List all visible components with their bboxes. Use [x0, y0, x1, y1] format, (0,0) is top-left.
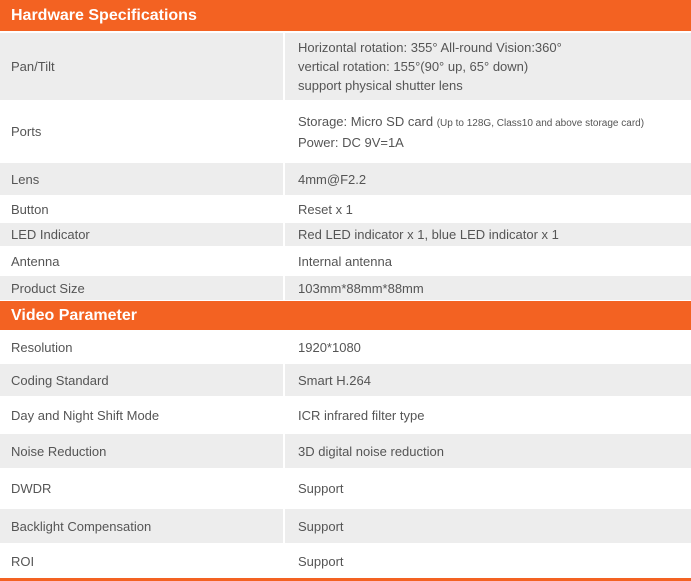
- table-row-lens: [0, 163, 691, 195]
- row-value: 1920*1080: [285, 332, 691, 362]
- row-value: [285, 33, 691, 100]
- table-row-led-indicator: [0, 223, 691, 246]
- row-label: Coding Standard: [0, 364, 283, 396]
- video-section-header: [0, 301, 691, 330]
- row-value: ICR infrared filter type: [285, 398, 691, 432]
- hardware-section-title: Hardware Specifications: [11, 6, 197, 24]
- row-value: Support: [285, 470, 691, 507]
- row-value: Support: [285, 509, 691, 543]
- row-label: Noise Reduction: [0, 434, 283, 468]
- value-line: support physical shutter lens: [298, 78, 463, 93]
- row-value: Reset x 1: [285, 197, 691, 221]
- row-label: ROI: [0, 545, 283, 578]
- row-label: Pan/Tilt: [0, 33, 283, 100]
- row-label: Ports: [0, 102, 283, 161]
- row-label: LED Indicator: [0, 223, 283, 246]
- table-row-backlight-compensation: [0, 509, 691, 543]
- row-label: Lens: [0, 163, 283, 195]
- table-row-button: [0, 197, 691, 221]
- value-line: [298, 112, 691, 133]
- table-row-pan-tilt: [0, 33, 691, 100]
- row-value: Smart H.264: [285, 364, 691, 396]
- table-row-dwdr: [0, 470, 691, 507]
- table-row-roi: [0, 545, 691, 578]
- table-row-coding-standard: [0, 364, 691, 396]
- row-value: 3D digital noise reduction: [285, 434, 691, 468]
- row-label: Antenna: [0, 248, 283, 274]
- table-row-ports: [0, 102, 691, 161]
- hardware-section-header: [0, 0, 691, 31]
- storage-note: (Up to 128G, Class10 and above storage card): [436, 117, 645, 129]
- row-label: Product Size: [0, 276, 283, 300]
- row-value: Support: [285, 545, 691, 578]
- storage-text: Storage: Micro SD card: [298, 113, 437, 129]
- row-value: 103mm*88mm*88mm: [285, 276, 691, 300]
- row-label: Button: [0, 197, 283, 221]
- row-label: Day and Night Shift Mode: [0, 398, 283, 432]
- table-row-resolution: [0, 332, 691, 362]
- video-section-title: Video Parameter: [11, 306, 137, 324]
- row-value: 4mm@F2.2: [285, 163, 691, 195]
- row-label: Backlight Compensation: [0, 509, 283, 543]
- row-label: DWDR: [0, 470, 283, 507]
- row-value: Internal antenna: [285, 248, 691, 274]
- table-row-day-night-mode: [0, 398, 691, 432]
- value-line: Horizontal rotation: 355° All-round Vision:360°: [298, 40, 562, 55]
- row-value: Red LED indicator x 1, blue LED indicator x 1: [285, 223, 691, 246]
- value-line: vertical rotation: 155°(90° up, 65° down): [298, 59, 529, 74]
- table-row-product-size: [0, 276, 691, 300]
- row-label: Resolution: [0, 332, 283, 362]
- row-value: [285, 102, 691, 161]
- value-line: Power: DC 9V=1A: [298, 134, 404, 150]
- table-row-antenna: [0, 248, 691, 274]
- table-row-noise-reduction: [0, 434, 691, 468]
